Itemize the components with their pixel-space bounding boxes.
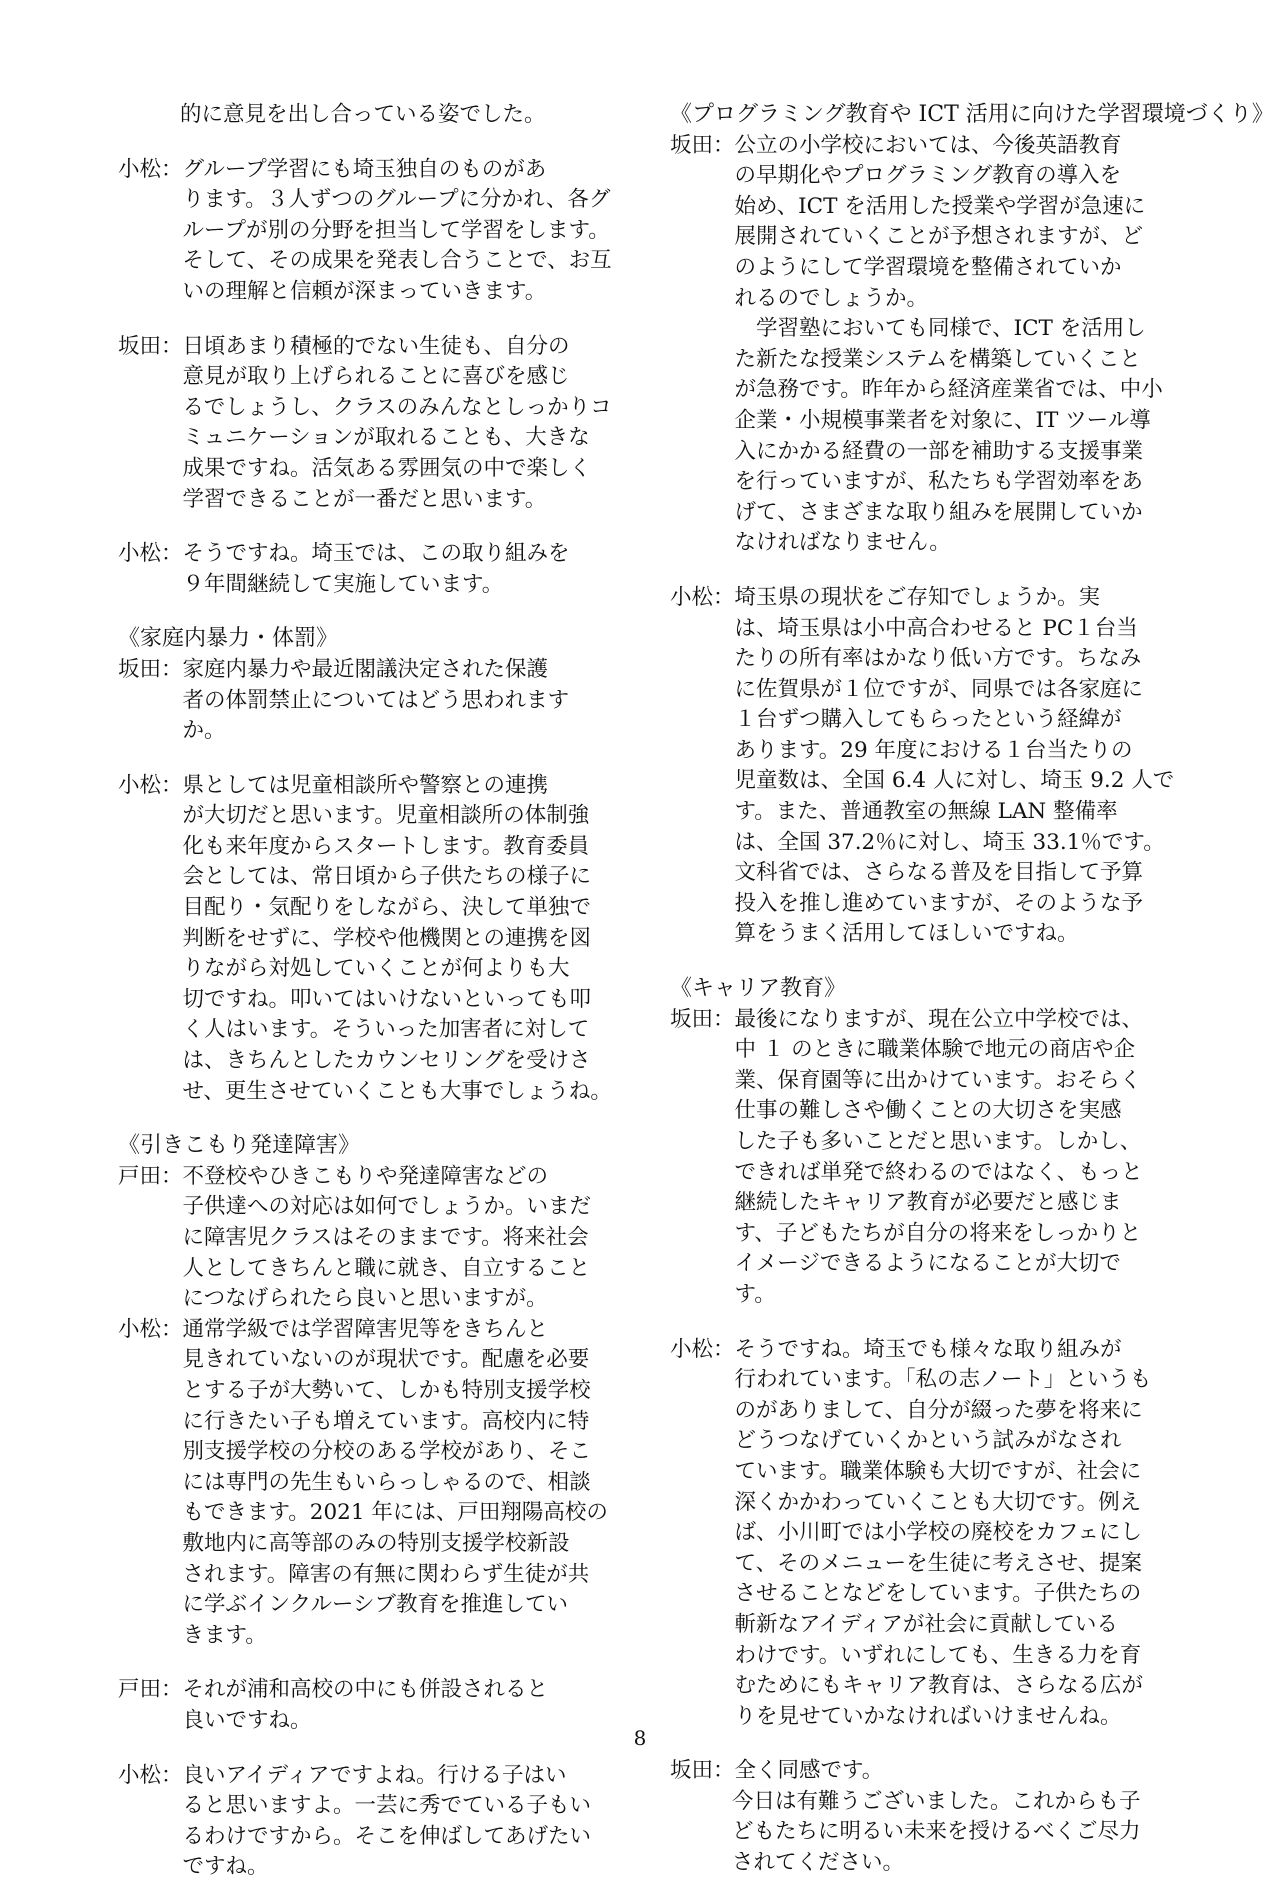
dialogue-block bbox=[118, 771, 620, 1108]
dialogue-text: 県としては児童相談所や警察との連携 が大切だと思います。児童相談所の体制強 化も来年度からスタートします。教育委員 会としては、常日頃から子供たちの様子に 目配り・気配りをしながら、決して単独で 判断をせずに、学校や他機関との連携を図 りながら対処していくことが何よりも大 切ですね。叩いてはいけないといっても叩 く人はいます。そういった加害者に対して は、きちんとしたカウンセリングを受けさ せ、更生させていくことも大事でしょうね。 bbox=[182, 772, 612, 1104]
dialogue-block bbox=[118, 155, 620, 308]
dialogue-text: そうですね。埼玉では、この取り組みを ９年間継続して実施しています。 bbox=[182, 541, 570, 597]
dialogue-block bbox=[670, 583, 1182, 950]
dialogue-text: 全く同感です。 bbox=[734, 1758, 884, 1784]
dialogue-text: 良いアイディアですよね。行ける子はい ると思いますよ。一芸に秀でている子もい るわけですから。そこを伸ばしてあげたい ですね。 bbox=[182, 1762, 592, 1880]
dialogue-text: そうですね。埼玉でも様々な取り組みが 行われています。「私の志ノート」というも のがありまして、自分が綴った夢を将来に どうつなげていくかという試みがなされ ています。職業体験も大切ですが、社会に 深くかかわっていくことも大切です。例え ば、小川町では小学校の廃校をカフェにし て、そのメニューを生徒に考えさせ、提案 させることなどをしています。子供たちの 斬新なアイディアが社会に貢献している わけです。いずれにしても、生きる力を育 むためにもキャリア教育は、さらなる広が りを見せていかなければいけませんね。 bbox=[734, 1336, 1152, 1729]
dialogue-text: グループ学習にも埼玉独自のものがあ ります。３人ずつのグループに分かれ、各グ ループが別の分野を担当して学習をします。 そして、その成果を発表し合うことで、お互 いの理解と信頼が深まっていきます。 bbox=[182, 156, 612, 304]
section-heading: 《キャリア教育》 bbox=[670, 976, 847, 1002]
dialogue-text: 通常学級では学習障害児等をきちんと 見きれていないのが現状です。配慮を必要 とする子が大勢いて、しかも特別支援学校 に行きたい子も増えています。高校内に特 別支援学校の分校のある学校があり、そこ には専門の先生もいらっしゃるので、相談 もできます。2021 年には、戸田翔陽高校の 敷地内に高等部のみの特別支援学校新設 されます。障害の有無に関わらず生徒が共 に学ぶインクルーシブ教育を推進してい きます。 bbox=[182, 1316, 608, 1648]
dialogue-text: それが浦和高校の中にも併設されると 良いですね。 bbox=[182, 1677, 549, 1733]
speaker-label: 坂田： bbox=[118, 333, 183, 359]
dialogue-block bbox=[670, 1005, 1182, 1311]
speaker-label: 小松： bbox=[118, 772, 183, 798]
speaker-label: 坂田： bbox=[118, 656, 183, 682]
speaker-label: 坂田： bbox=[670, 132, 735, 158]
dialogue-block bbox=[118, 332, 620, 516]
speaker-label: 小松： bbox=[118, 1762, 183, 1788]
continuation-text: 的に意見を出し合っている姿でした。 bbox=[180, 102, 546, 127]
dialogue-block bbox=[670, 1335, 1182, 1733]
dialogue-block bbox=[670, 1756, 1182, 1787]
dialogue-block bbox=[118, 1315, 620, 1652]
dialogue-block bbox=[118, 655, 620, 747]
speaker-label: 小松： bbox=[118, 156, 183, 182]
speaker-label: 小松： bbox=[118, 1316, 183, 1342]
dialogue-text: 埼玉県の現状をご存知でしょうか。実 は、埼玉県は小中高合わせると PC１台当 たりの所有率はかなり低い方です。ちなみ に佐賀県が１位ですが、同県では各家庭に １台ずつ購入してもらったという経緯が あります。29 年度における１台当たりの 児童数は、全国 6.4 人に対し、埼玉 9.2 人で す。また、普通教室の無線 LAN 整備率 は、全国 37.2％に対し、埼玉 33.1％です。 文科省では、さらなる普及を目指して予算 投入を推し進めていますが、そのような予 算をうまく活用してほしいですね。 bbox=[734, 584, 1175, 947]
section-heading: 《プログラミング教育や ICT 活用に向けた学習環境づくり》 bbox=[670, 102, 1274, 127]
dialogue-text: 最後になりますが、現在公立中学校では、 中 １ のときに職業体験で地元の商店や企 業、保育園等に出かけています。おそらく 仕事の難しさや働くことの大切さを実感 した子も多いことだと思います。しかし、 できれば単発で終わるのではなく、もっと 継続したキャリア教育が必要だと感じま す、子どもたちが自分の将来をしっかりと イメージできるようになることが大切で す。 bbox=[734, 1006, 1144, 1307]
dialogue-block bbox=[118, 1162, 620, 1315]
dialogue-text: 不登校やひきこもりや発達障害などの 子供達への対応は如何でしょうか。いまだ に障害児クラスはそのままです。将来社会 人としてきちんと職に就き、自立すること につなげられたら良いと思いますが。 bbox=[182, 1163, 592, 1312]
speaker-label: 小松： bbox=[670, 1336, 735, 1362]
speaker-label: 戸田： bbox=[118, 1677, 183, 1703]
dialogue-text: 家庭内暴力や最近閣議決定された保護 者の体罰禁止についてはどう思われます か。 bbox=[182, 656, 570, 744]
speaker-label: 小松： bbox=[118, 541, 183, 567]
speaker-label: 坂田： bbox=[670, 1758, 735, 1784]
left-column bbox=[118, 100, 620, 1883]
speaker-label: 戸田： bbox=[118, 1163, 183, 1189]
section-heading: 《引きこもり発達障害》 bbox=[118, 1133, 361, 1159]
dialogue-text: 日頃あまり積極的でない生徒も、自分の 意見が取り上げられることに喜びを感じ るでしょうし、クラスのみんなとしっかりコ ミュニケーションが取れることも、大きな 成果ですね。活気ある雰囲気の中で楽しく 学習できることが一番だと思います。 bbox=[182, 333, 612, 512]
speaker-label: 坂田： bbox=[670, 1006, 735, 1032]
page-number: 8 bbox=[633, 1726, 647, 1750]
dialogue-block bbox=[118, 1761, 620, 1883]
speaker-label: 小松： bbox=[670, 584, 735, 610]
dialogue-text: 公立の小学校においては、今後英語教育 の早期化やプログラミング教育の導入を 始め、ICT を活用した授業や学習が急速に 展開されていくことが予想されますが、ど のようにして学習環境を整備されていか れるのでしょうか。 学習塾においても同様で、ICT を活用し た新たな授業システムを構築していくこと が急務です。昨年から経済産業省では、中小 企業・小規模事業者を対象に、IT ツール導 入にかかる経費の一部を補助する支援事業 を行っていますが、私たちも学習効率をあ げて、さまざまな取り組みを展開していか なければなりません。 bbox=[734, 132, 1163, 556]
right-column bbox=[670, 100, 1274, 1879]
dialogue-block bbox=[118, 539, 620, 600]
section-heading: 《家庭内暴力・体罰》 bbox=[118, 626, 339, 652]
dialogue-block bbox=[670, 131, 1182, 559]
closing-text: 今日は有難うございました。これからも子 どもたちに明るい未来を授けるべくご尽力 されてください。 bbox=[732, 1788, 1141, 1876]
